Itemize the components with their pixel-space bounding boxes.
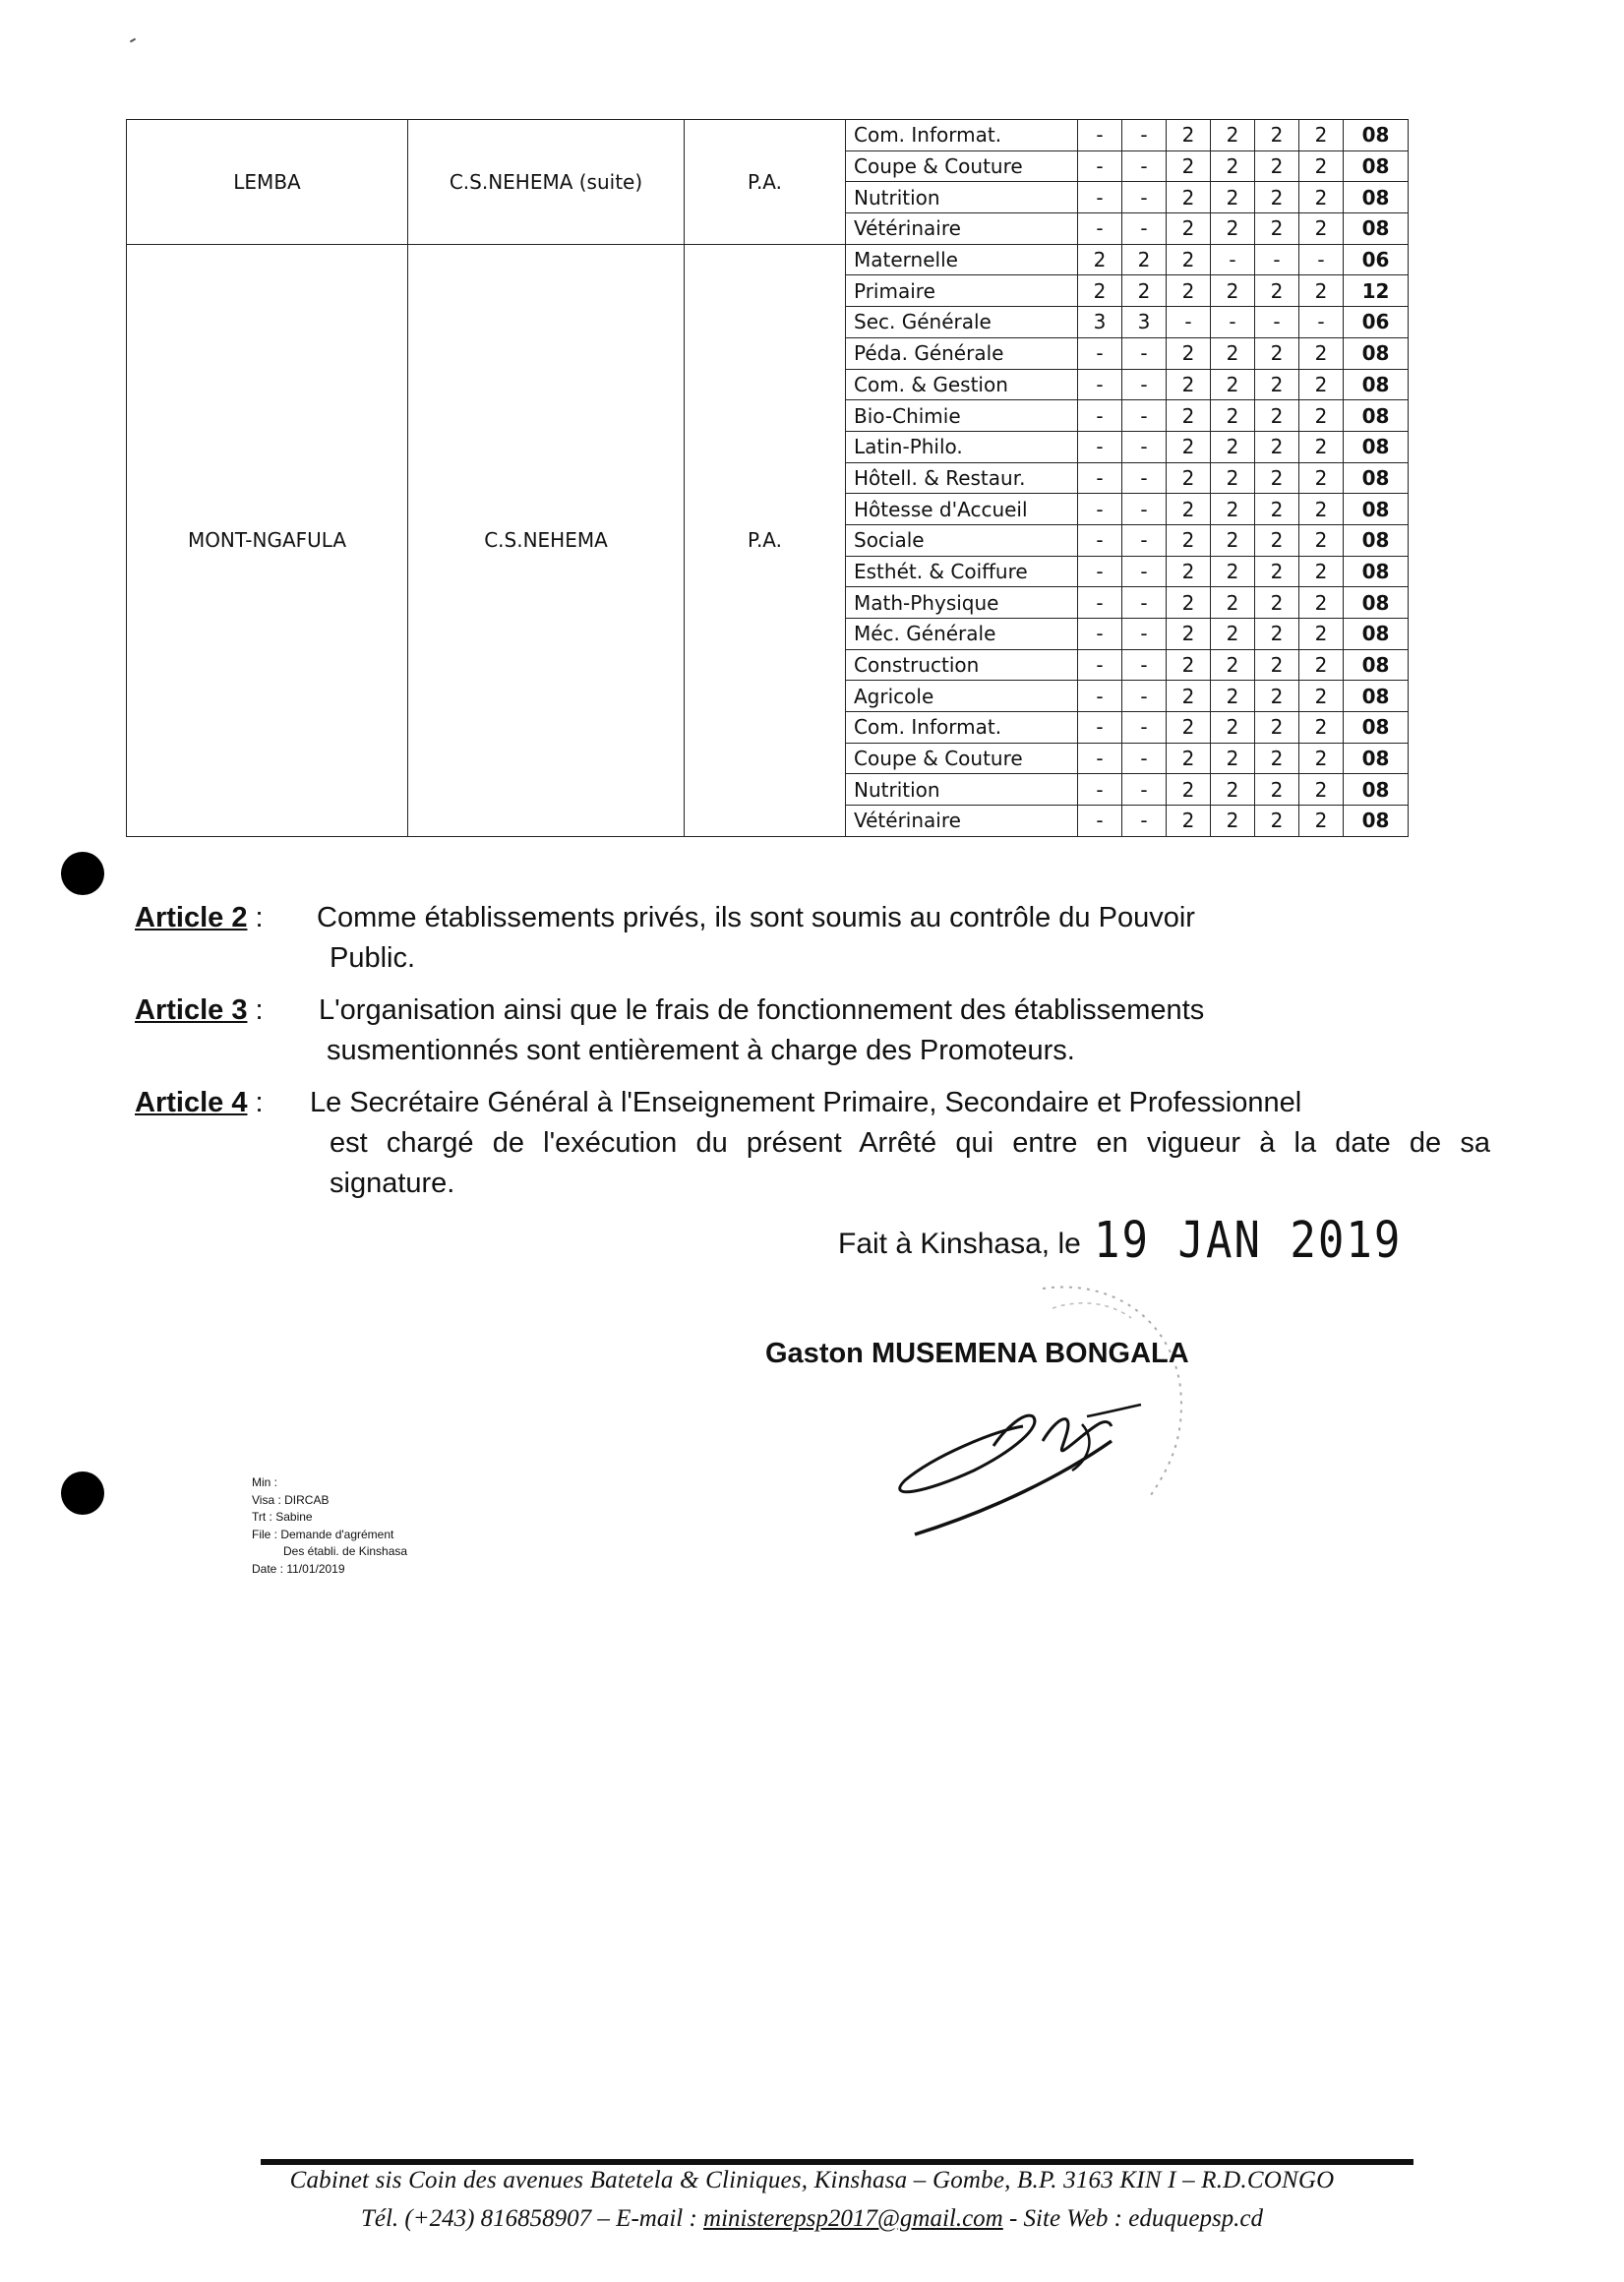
class-count-cell: - xyxy=(1078,619,1122,650)
class-count-cell: 2 xyxy=(1211,369,1255,400)
total-cell: 08 xyxy=(1344,556,1409,587)
class-count-cell: 2 xyxy=(1078,244,1122,275)
class-count-cell: 2 xyxy=(1167,743,1211,774)
total-cell: 08 xyxy=(1344,120,1409,151)
class-count-cell: 2 xyxy=(1255,369,1299,400)
class-count-cell: - xyxy=(1122,337,1167,369)
class-count-cell: 2 xyxy=(1255,494,1299,525)
class-count-cell: 2 xyxy=(1299,462,1344,494)
article-4-sep: : xyxy=(247,1087,264,1118)
punch-hole-top xyxy=(61,852,104,895)
stray-mark xyxy=(130,38,136,43)
class-count-cell: - xyxy=(1122,182,1167,213)
total-cell: 12 xyxy=(1344,275,1409,307)
class-count-cell: 2 xyxy=(1211,494,1255,525)
option-cell: Péda. Générale xyxy=(846,337,1078,369)
class-count-cell: 2 xyxy=(1167,369,1211,400)
article-3-line-1: L'organisation ainsi que le frais de fonctionnement des établissements xyxy=(319,994,1205,1026)
total-cell: 08 xyxy=(1344,494,1409,525)
class-count-cell: - xyxy=(1122,649,1167,681)
class-count-cell: 2 xyxy=(1299,369,1344,400)
footer-phone: Tél. (+243) 816858907 – E-mail : xyxy=(360,2205,697,2232)
article-4-line-2: est chargé de l'exécution du présent Arrêté qui entre en vigueur à la date de sa xyxy=(330,1127,1490,1159)
class-count-cell: - xyxy=(1078,400,1122,432)
class-count-cell: 2 xyxy=(1211,431,1255,462)
ref-file: File : Demande d'agrément xyxy=(252,1527,394,1541)
class-count-cell: 2 xyxy=(1299,120,1344,151)
class-count-cell: 2 xyxy=(1255,619,1299,650)
class-count-cell: 2 xyxy=(1255,712,1299,744)
ref-min: Min : xyxy=(252,1475,278,1489)
reference-block xyxy=(252,1474,407,1578)
class-count-cell: - xyxy=(1078,182,1122,213)
class-count-cell: 2 xyxy=(1167,400,1211,432)
class-count-cell: 2 xyxy=(1167,213,1211,245)
article-4-line-1: Le Secrétaire Général à l'Enseignement Primaire, Secondaire et Professionnel xyxy=(310,1087,1302,1118)
class-count-cell: 2 xyxy=(1211,681,1255,712)
class-count-cell: - xyxy=(1255,244,1299,275)
option-cell: Bio-Chimie xyxy=(846,400,1078,432)
total-cell: 08 xyxy=(1344,619,1409,650)
class-count-cell: 2 xyxy=(1255,337,1299,369)
class-count-cell: 2 xyxy=(1211,649,1255,681)
class-count-cell: - xyxy=(1078,150,1122,182)
class-count-cell: 2 xyxy=(1211,524,1255,556)
class-count-cell: - xyxy=(1078,524,1122,556)
class-count-cell: - xyxy=(1078,431,1122,462)
class-count-cell: - xyxy=(1299,244,1344,275)
class-count-cell: 2 xyxy=(1167,712,1211,744)
class-count-cell: 2 xyxy=(1211,337,1255,369)
table-row xyxy=(127,244,1409,275)
total-cell: 08 xyxy=(1344,337,1409,369)
option-cell: Coupe & Couture xyxy=(846,743,1078,774)
class-count-cell: 2 xyxy=(1255,743,1299,774)
class-count-cell: 2 xyxy=(1167,275,1211,307)
class-count-cell: 2 xyxy=(1167,556,1211,587)
class-count-cell: 2 xyxy=(1299,431,1344,462)
total-cell: 08 xyxy=(1344,774,1409,806)
article-4-label xyxy=(135,1083,264,1123)
commune-cell: MONT-NGAFULA xyxy=(127,244,408,836)
class-count-cell: 2 xyxy=(1211,182,1255,213)
class-count-cell: 2 xyxy=(1211,120,1255,151)
option-cell: Vétérinaire xyxy=(846,806,1078,837)
class-count-cell: - xyxy=(1122,556,1167,587)
class-count-cell: 2 xyxy=(1167,681,1211,712)
ref-file-cont: Des établi. de Kinshasa xyxy=(283,1544,408,1558)
class-count-cell: - xyxy=(1078,743,1122,774)
class-count-cell: - xyxy=(1122,369,1167,400)
class-count-cell: 2 xyxy=(1211,275,1255,307)
punch-hole-bottom xyxy=(61,1471,104,1515)
total-cell: 08 xyxy=(1344,213,1409,245)
class-count-cell: 2 xyxy=(1211,712,1255,744)
class-count-cell: 2 xyxy=(1167,431,1211,462)
establishment-cell: C.S.NEHEMA xyxy=(408,244,685,836)
article-2-label xyxy=(135,898,264,938)
class-count-cell: - xyxy=(1122,400,1167,432)
class-count-cell: 2 xyxy=(1299,150,1344,182)
ref-trt: Trt : Sabine xyxy=(252,1510,313,1524)
article-3-title: Article 3 xyxy=(135,994,248,1026)
option-cell: Latin-Philo. xyxy=(846,431,1078,462)
class-count-cell: 2 xyxy=(1167,244,1211,275)
class-count-cell: 2 xyxy=(1211,619,1255,650)
option-cell: Construction xyxy=(846,649,1078,681)
total-cell: 08 xyxy=(1344,681,1409,712)
footer-rule xyxy=(261,2159,1413,2165)
class-count-cell: 2 xyxy=(1255,120,1299,151)
article-2-sep: : xyxy=(247,902,264,933)
class-count-cell: 2 xyxy=(1255,524,1299,556)
class-count-cell: 2 xyxy=(1211,462,1255,494)
type-cell: P.A. xyxy=(685,120,846,245)
class-count-cell: 2 xyxy=(1255,774,1299,806)
class-count-cell: - xyxy=(1122,431,1167,462)
class-count-cell: 2 xyxy=(1299,743,1344,774)
class-count-cell: 2 xyxy=(1299,524,1344,556)
class-count-cell: 2 xyxy=(1299,587,1344,619)
class-count-cell: 2 xyxy=(1299,712,1344,744)
class-count-cell: 2 xyxy=(1122,275,1167,307)
class-count-cell: 2 xyxy=(1255,587,1299,619)
class-count-cell: 2 xyxy=(1299,400,1344,432)
class-count-cell: 2 xyxy=(1211,806,1255,837)
total-cell: 06 xyxy=(1344,307,1409,338)
class-count-cell: 2 xyxy=(1299,649,1344,681)
article-4-title: Article 4 xyxy=(135,1087,248,1118)
total-cell: 08 xyxy=(1344,150,1409,182)
option-cell: Sociale xyxy=(846,524,1078,556)
class-count-cell: 2 xyxy=(1299,681,1344,712)
class-count-cell: 2 xyxy=(1211,587,1255,619)
total-cell: 08 xyxy=(1344,587,1409,619)
class-count-cell: 2 xyxy=(1167,337,1211,369)
total-cell: 08 xyxy=(1344,369,1409,400)
class-count-cell: 2 xyxy=(1255,556,1299,587)
class-count-cell: 2 xyxy=(1255,649,1299,681)
article-3-line-2: susmentionnés sont entièrement à charge des Promoteurs. xyxy=(327,1035,1075,1066)
article-2-line-1: Comme établissements privés, ils sont soumis au contrôle du Pouvoir xyxy=(317,902,1195,933)
class-count-cell: - xyxy=(1078,120,1122,151)
class-count-cell: 2 xyxy=(1211,213,1255,245)
class-count-cell: - xyxy=(1122,120,1167,151)
class-count-cell: - xyxy=(1122,587,1167,619)
class-count-cell: - xyxy=(1078,213,1122,245)
class-count-cell: 2 xyxy=(1167,524,1211,556)
class-count-cell: - xyxy=(1167,307,1211,338)
footer-contact xyxy=(0,2205,1624,2233)
class-count-cell: - xyxy=(1078,681,1122,712)
total-cell: 08 xyxy=(1344,712,1409,744)
class-count-cell: 2 xyxy=(1167,774,1211,806)
signer-name: Gaston MUSEMENA BONGALA xyxy=(765,1338,1189,1369)
class-count-cell: 2 xyxy=(1299,774,1344,806)
class-count-cell: 2 xyxy=(1167,494,1211,525)
total-cell: 06 xyxy=(1344,244,1409,275)
article-2-line-2: Public. xyxy=(330,942,416,974)
class-count-cell: 2 xyxy=(1299,182,1344,213)
option-cell: Com. Informat. xyxy=(846,712,1078,744)
total-cell: 08 xyxy=(1344,743,1409,774)
class-count-cell: 2 xyxy=(1211,150,1255,182)
class-count-cell: - xyxy=(1122,524,1167,556)
signature-graphic xyxy=(885,1269,1279,1564)
establishment-cell: C.S.NEHEMA (suite) xyxy=(408,120,685,245)
class-count-cell: 2 xyxy=(1299,556,1344,587)
class-count-cell: - xyxy=(1122,743,1167,774)
option-cell: Math-Physique xyxy=(846,587,1078,619)
class-count-cell: 2 xyxy=(1255,431,1299,462)
class-count-cell: - xyxy=(1078,649,1122,681)
ref-visa: Visa : DIRCAB xyxy=(252,1492,330,1507)
class-count-cell: 2 xyxy=(1167,806,1211,837)
class-count-cell: - xyxy=(1078,337,1122,369)
option-cell: Maternelle xyxy=(846,244,1078,275)
class-count-cell: 2 xyxy=(1299,806,1344,837)
class-count-cell: 2 xyxy=(1211,400,1255,432)
class-count-cell: - xyxy=(1122,213,1167,245)
class-count-cell: 2 xyxy=(1211,556,1255,587)
option-cell: Nutrition xyxy=(846,182,1078,213)
class-count-cell: - xyxy=(1078,806,1122,837)
total-cell: 08 xyxy=(1344,806,1409,837)
option-cell: Coupe & Couture xyxy=(846,150,1078,182)
class-count-cell: 2 xyxy=(1167,587,1211,619)
article-3-sep: : xyxy=(247,994,264,1026)
class-count-cell: 2 xyxy=(1167,649,1211,681)
date-stamp: 19 JAN 2019 xyxy=(1094,1212,1403,1270)
option-cell: Primaire xyxy=(846,275,1078,307)
class-count-cell: - xyxy=(1078,369,1122,400)
class-count-cell: - xyxy=(1122,774,1167,806)
class-count-cell: 2 xyxy=(1167,619,1211,650)
option-cell: Hôtesse d'Accueil xyxy=(846,494,1078,525)
class-count-cell: 2 xyxy=(1299,213,1344,245)
signature-place: Fait à Kinshasa, le xyxy=(838,1228,1081,1260)
footer-address: Cabinet sis Coin des avenues Batetela & Cliniques, Kinshasa – Gombe, B.P. 3163 KIN I – R.D.CONGO xyxy=(289,2167,1335,2193)
class-count-cell: 2 xyxy=(1211,774,1255,806)
class-count-cell: - xyxy=(1078,587,1122,619)
total-cell: 08 xyxy=(1344,431,1409,462)
class-count-cell: 2 xyxy=(1122,244,1167,275)
commune-cell: LEMBA xyxy=(127,120,408,245)
article-4-line-3: signature. xyxy=(330,1168,455,1199)
option-cell: Agricole xyxy=(846,681,1078,712)
class-count-cell: - xyxy=(1122,150,1167,182)
class-count-cell: - xyxy=(1299,307,1344,338)
class-count-cell: - xyxy=(1122,712,1167,744)
class-count-cell: 2 xyxy=(1255,806,1299,837)
class-count-cell: 2 xyxy=(1299,337,1344,369)
class-count-cell: 3 xyxy=(1122,307,1167,338)
class-count-cell: 2 xyxy=(1167,182,1211,213)
class-count-cell: - xyxy=(1211,307,1255,338)
class-count-cell: - xyxy=(1255,307,1299,338)
footer-website[interactable]: - Site Web : eduquepsp.cd xyxy=(1008,2205,1264,2232)
option-cell: Com. & Gestion xyxy=(846,369,1078,400)
schools-options-table xyxy=(126,119,1409,837)
total-cell: 08 xyxy=(1344,400,1409,432)
class-count-cell: - xyxy=(1078,774,1122,806)
class-count-cell: 2 xyxy=(1167,150,1211,182)
option-cell: Nutrition xyxy=(846,774,1078,806)
option-cell: Sec. Générale xyxy=(846,307,1078,338)
class-count-cell: 2 xyxy=(1255,462,1299,494)
class-count-cell: - xyxy=(1122,681,1167,712)
total-cell: 08 xyxy=(1344,524,1409,556)
class-count-cell: - xyxy=(1078,556,1122,587)
class-count-cell: 2 xyxy=(1167,120,1211,151)
class-count-cell: 2 xyxy=(1255,150,1299,182)
class-count-cell: - xyxy=(1078,712,1122,744)
article-2-title: Article 2 xyxy=(135,902,248,933)
option-cell: Vétérinaire xyxy=(846,213,1078,245)
article-3-label xyxy=(135,991,264,1031)
class-count-cell: 2 xyxy=(1255,213,1299,245)
class-count-cell: 2 xyxy=(1078,275,1122,307)
class-count-cell: 2 xyxy=(1255,681,1299,712)
class-count-cell: - xyxy=(1122,619,1167,650)
option-cell: Esthét. & Coiffure xyxy=(846,556,1078,587)
option-cell: Com. Informat. xyxy=(846,120,1078,151)
total-cell: 08 xyxy=(1344,649,1409,681)
class-count-cell: 2 xyxy=(1299,619,1344,650)
type-cell: P.A. xyxy=(685,244,846,836)
total-cell: 08 xyxy=(1344,182,1409,213)
table-row xyxy=(127,120,1409,151)
option-cell: Méc. Générale xyxy=(846,619,1078,650)
ref-date: Date : 11/01/2019 xyxy=(252,1561,345,1576)
option-cell: Hôtell. & Restaur. xyxy=(846,462,1078,494)
class-count-cell: - xyxy=(1078,462,1122,494)
class-count-cell: 2 xyxy=(1299,494,1344,525)
class-count-cell: 2 xyxy=(1255,275,1299,307)
class-count-cell: 2 xyxy=(1255,400,1299,432)
class-count-cell: - xyxy=(1211,244,1255,275)
class-count-cell: 2 xyxy=(1299,275,1344,307)
footer-email[interactable]: ministerepsp2017@gmail.com xyxy=(703,2205,1003,2232)
class-count-cell: 3 xyxy=(1078,307,1122,338)
class-count-cell: - xyxy=(1122,494,1167,525)
class-count-cell: 2 xyxy=(1211,743,1255,774)
class-count-cell: 2 xyxy=(1167,462,1211,494)
class-count-cell: - xyxy=(1078,494,1122,525)
class-count-cell: 2 xyxy=(1255,182,1299,213)
class-count-cell: - xyxy=(1122,462,1167,494)
total-cell: 08 xyxy=(1344,462,1409,494)
class-count-cell: - xyxy=(1122,806,1167,837)
table-body xyxy=(127,120,1409,837)
